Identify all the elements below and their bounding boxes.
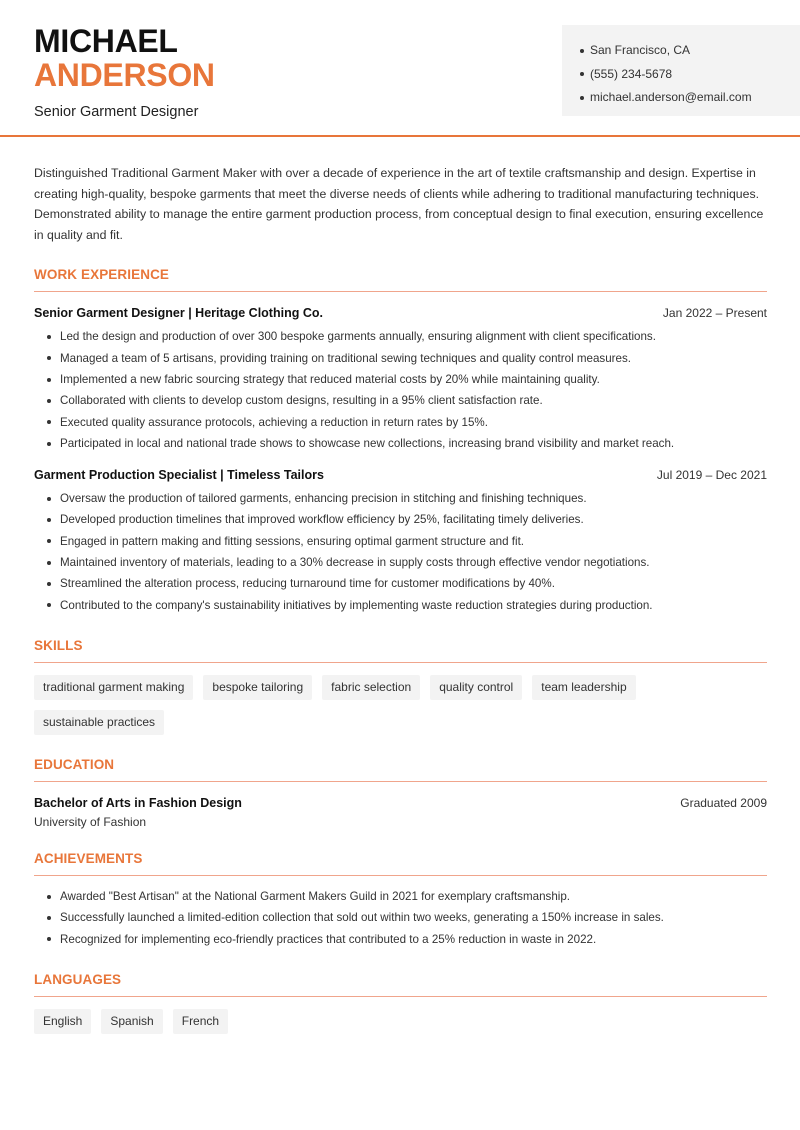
resume-body — [0, 163, 800, 1034]
education-entry — [34, 796, 767, 829]
list-item: Maintained inventory of materials, leading to a 30% decrease in supply costs through effective vendor negotiations. — [34, 552, 767, 573]
bullet-icon — [47, 895, 51, 899]
bullet-icon — [580, 96, 584, 100]
skill-tag: bespoke tailoring — [203, 675, 312, 700]
list-item: Successfully launched a limited-edition collection that sold out within two weeks, generating a 150% increase in sales. — [34, 907, 767, 928]
section-title-achievements: ACHIEVEMENTS — [34, 851, 767, 876]
bullet-icon — [47, 518, 51, 522]
list-item: Collaborated with clients to develop custom designs, resulting in a 95% client satisfaction rate. — [34, 390, 767, 411]
contact-location: San Francisco, CA — [580, 39, 800, 63]
job-title: Senior Garment Designer — [34, 104, 199, 120]
bullet-icon — [47, 420, 51, 424]
bullet-icon — [47, 335, 51, 339]
language-tag: French — [173, 1009, 228, 1034]
resume-header — [0, 0, 800, 137]
bullet-icon — [580, 49, 584, 53]
section-title-work: WORK EXPERIENCE — [34, 267, 767, 292]
list-item: Streamlined the alteration process, reducing turnaround time for customer modifications by 40%. — [34, 573, 767, 594]
section-title-languages: LANGUAGES — [34, 972, 767, 997]
bullet-icon — [47, 582, 51, 586]
summary: Distinguished Traditional Garment Maker with over a decade of experience in the art of textile craftsmanship and design. Expertise in creating high-quality, bespoke garments that meet the diverse needs of clients while adhering to traditional manufacturing techniques. Demonstrated ability to manage the entire garment production process, from conceptual design to final execution, ensuring excellence in quality and fit. — [34, 166, 764, 242]
bullet-icon — [47, 561, 51, 565]
job-bullets — [34, 326, 767, 454]
list-item: Oversaw the production of tailored garments, enhancing precision in stitching and finishing techniques. — [34, 488, 767, 509]
bullet-icon — [47, 399, 51, 403]
list-item: Led the design and production of over 300 bespoke garments annually, ensuring alignment with client specifications. — [34, 326, 767, 347]
list-item: Implemented a new fabric sourcing strategy that reduced material costs by 20% while maintaining quality. — [34, 369, 767, 390]
bullet-icon — [47, 937, 51, 941]
graduation-date: Graduated 2009 — [680, 795, 767, 810]
job-role: Senior Garment Designer | Heritage Clothing Co. — [34, 306, 323, 321]
list-item: Developed production timelines that improved workflow efficiency by 25%, facilitating timely deliveries. — [34, 509, 767, 530]
list-item: Recognized for implementing eco-friendly practices that contributed to a 25% reduction in waste in 2022. — [34, 929, 767, 950]
list-item: Contributed to the company's sustainability initiatives by implementing waste reduction strategies during production. — [34, 595, 767, 616]
bullet-icon — [47, 603, 51, 607]
degree: Bachelor of Arts in Fashion Design — [34, 795, 242, 810]
achievements-list — [34, 886, 767, 950]
job-entry — [34, 306, 767, 454]
bullet-icon — [47, 916, 51, 920]
skill-tag: team leadership — [532, 675, 635, 700]
contact-email: michael.anderson@email.com — [580, 86, 800, 110]
list-item: Managed a team of 5 artisans, providing training on traditional sewing techniques and quality control measures. — [34, 348, 767, 369]
bullet-icon — [47, 378, 51, 382]
job-dates: Jan 2022 – Present — [662, 306, 767, 321]
skill-tag: quality control — [430, 675, 522, 700]
job-bullets — [34, 488, 767, 616]
section-title-education: EDUCATION — [34, 757, 767, 782]
bullet-icon — [47, 539, 51, 543]
last-name: ANDERSON — [34, 57, 215, 93]
list-item: Engaged in pattern making and fitting sessions, ensuring optimal garment structure and fit. — [34, 531, 767, 552]
contact-phone: (555) 234-5678 — [580, 63, 800, 87]
name-block — [34, 24, 215, 120]
skill-tag: sustainable practices — [34, 710, 164, 735]
section-title-skills: SKILLS — [34, 638, 767, 663]
bullet-icon — [47, 356, 51, 360]
bullet-icon — [580, 72, 584, 76]
list-item: Participated in local and national trade shows to showcase new collections, increasing brand visibility and market reach. — [34, 433, 767, 454]
bullet-icon — [47, 442, 51, 446]
list-item: Executed quality assurance protocols, achieving a reduction in return rates by 15%. — [34, 412, 767, 433]
language-tag: Spanish — [101, 1009, 162, 1034]
job-role: Garment Production Specialist | Timeless Tailors — [34, 468, 324, 483]
skill-tag: traditional garment making — [34, 675, 193, 700]
contact-box — [562, 25, 800, 116]
first-name: MICHAEL — [34, 23, 178, 59]
job-entry — [34, 468, 767, 616]
skill-tag: fabric selection — [322, 675, 420, 700]
skills-tags — [34, 675, 767, 735]
language-tag: English — [34, 1009, 91, 1034]
bullet-icon — [47, 497, 51, 501]
list-item: Awarded "Best Artisan" at the National Garment Makers Guild in 2021 for exemplary craftsmanship. — [34, 886, 767, 907]
languages-tags — [34, 1009, 767, 1034]
job-dates: Jul 2019 – Dec 2021 — [656, 468, 767, 483]
school: University of Fashion — [34, 814, 147, 829]
